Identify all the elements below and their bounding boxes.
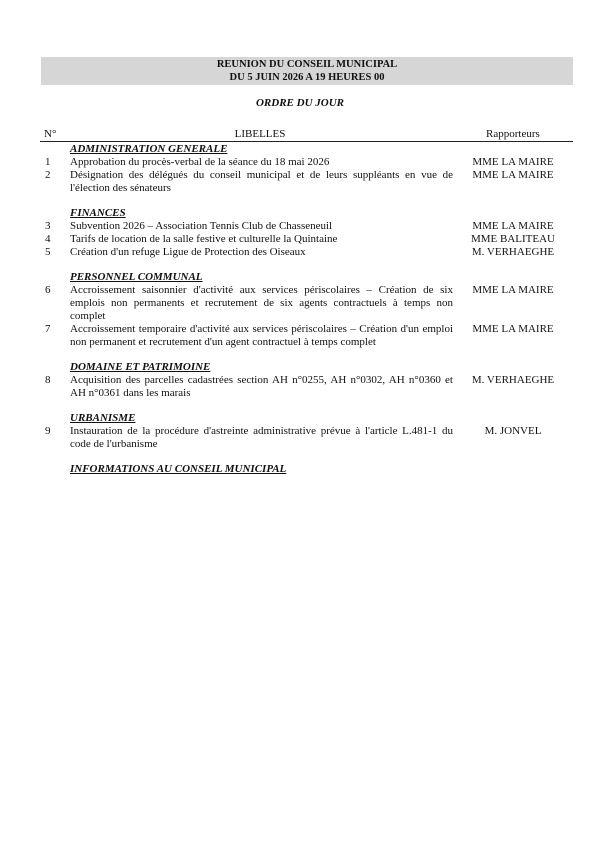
item-label: Instauration de la procédure d'astreinte administrative prévue à l'article L.481-1 du code de l'urbanisme [70,425,453,450]
item-number: 8 [45,374,51,386]
item-number: 4 [45,233,51,245]
item-label: Création d'un refuge Ligue de Protection des Oiseaux [70,246,306,258]
section-title: ADMINISTRATION GENERALE [70,143,228,155]
meeting-title: REUNION DU CONSEIL MUNICIPAL [216,59,398,70]
agenda-item [40,425,573,451]
agenda-item [40,374,573,400]
item-rapporteur: MME LA MAIRE [472,323,554,335]
section-title: DOMAINE ET PATRIMOINE [70,361,211,373]
agenda-section [40,142,573,195]
item-number: 2 [45,169,51,181]
agenda-list [40,142,573,476]
item-label: Accroissement saisonnier d'activité aux services périscolaires – Création de six emplois non permanents et recrutement de six agents contractuels à temps non complet [70,284,453,322]
item-number: 7 [45,323,51,335]
item-rapporteur: M. JONVEL [484,425,542,437]
agenda-item [40,156,573,169]
agenda-item [40,233,573,246]
section-title: URBANISME [70,412,136,424]
section-title: PERSONNEL COMMUNAL [70,271,203,283]
column-header-number: N° [44,128,57,140]
agenda-item [40,323,573,349]
agenda-item [40,220,573,233]
item-number: 6 [45,284,51,296]
column-header-libelles: LIBELLES [234,128,286,140]
item-label: Tarifs de location de la salle festive et culturelle la Quintaine [70,233,338,245]
agenda-section [40,270,573,349]
item-rapporteur: MME LA MAIRE [472,220,554,232]
item-label: Subvention 2026 – Association Tennis Club de Chasseneuil [70,220,333,232]
item-number: 5 [45,246,51,258]
item-rapporteur: MME LA MAIRE [472,156,554,168]
section-title: FINANCES [70,207,126,219]
item-label: Approbation du procès-verbal de la séance du 18 mai 2026 [70,156,330,168]
item-rapporteur: M. VERHAEGHE [471,374,555,386]
agenda-section [40,206,573,259]
item-rapporteur: MME BALITEAU [470,233,556,245]
agenda-item [40,169,573,195]
meeting-date: DU 5 JUIN 2026 A 19 HEURES 00 [229,72,385,83]
agenda-item [40,246,573,259]
agenda-item [40,284,573,323]
item-number: 9 [45,425,51,437]
item-label: Acquisition des parcelles cadastrées section AH n°0255, AH n°0302, AH n°0360 et AH n°0361 dans les marais [70,374,453,399]
item-rapporteur: MME LA MAIRE [472,169,554,181]
item-rapporteur: M. VERHAEGHE [471,246,555,258]
agenda-section [40,411,573,451]
agenda-subtitle: ORDRE DU JOUR [255,97,344,109]
item-number: 3 [45,220,51,232]
column-header-rapporteurs: Rapporteurs [486,128,540,140]
item-rapporteur: MME LA MAIRE [472,284,554,296]
agenda-section [40,462,573,476]
item-label: Désignation des délégués du conseil municipal et de leurs suppléants en vue de l'élection des sénateurs [70,169,453,194]
item-number: 1 [45,156,51,168]
meeting-title-banner [41,57,573,85]
agenda-section [40,360,573,400]
section-title: INFORMATIONS AU CONSEIL MUNICIPAL [70,463,287,475]
item-label: Accroissement temporaire d'activité aux services périscolaires – Création d'un emploi non permanent et recrutement d'un agent contractuel à temps complet [70,323,453,348]
